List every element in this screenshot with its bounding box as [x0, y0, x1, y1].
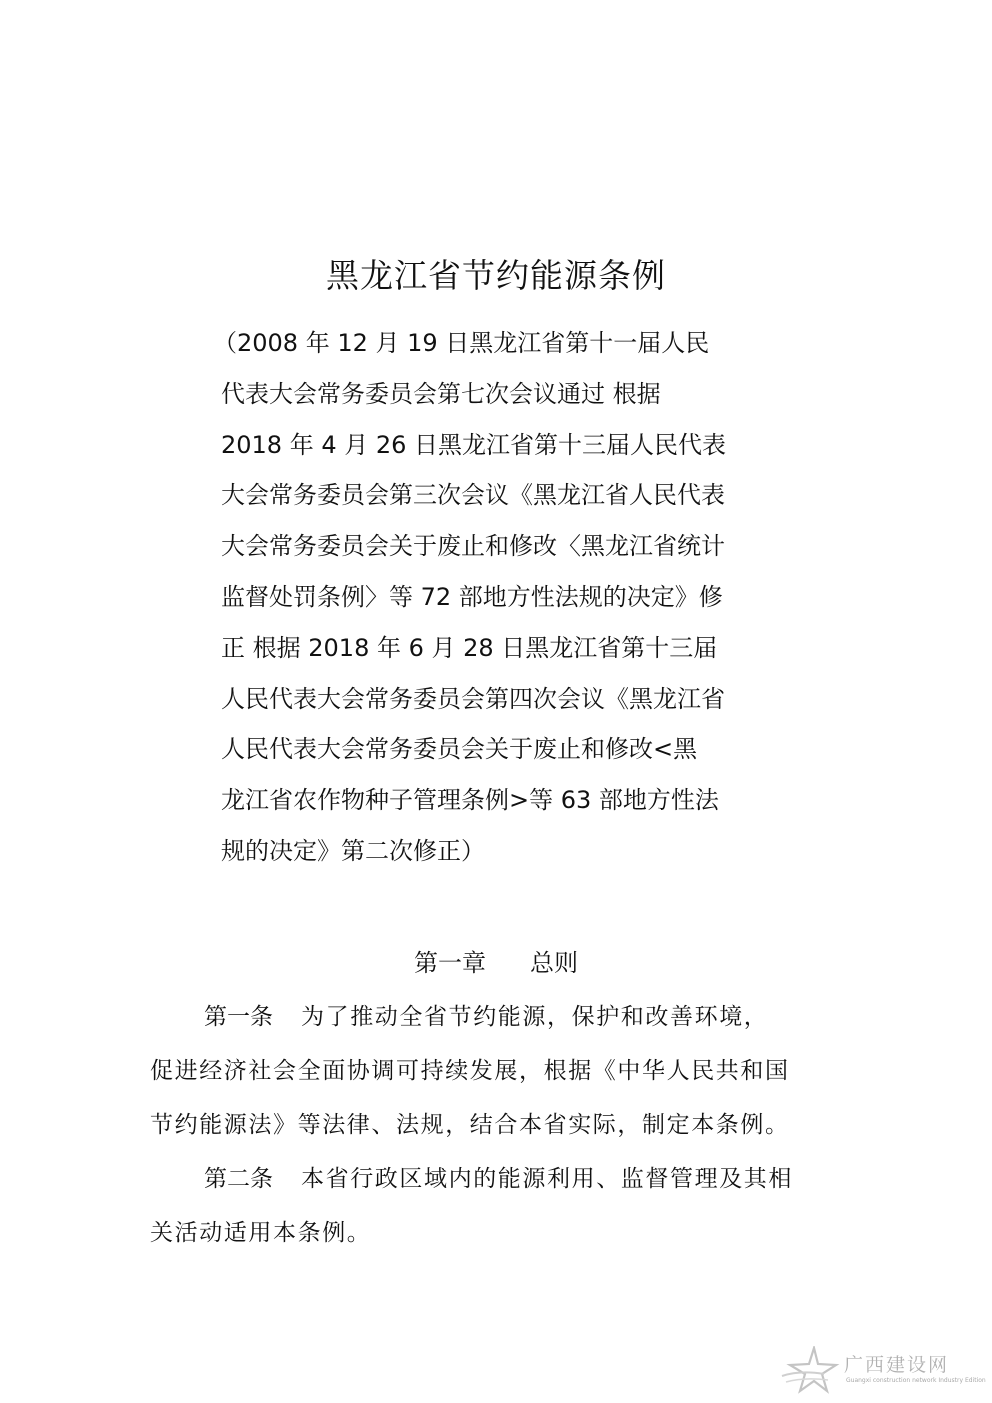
- adoption-history: [213, 318, 791, 877]
- preamble-line: （2008 年 12 月 19 日黑龙江省第十一届人民: [213, 329, 710, 357]
- article-2: [150, 1152, 850, 1206]
- preamble-line: 2018 年 4 月 26 日黑龙江省第十三届人民代表: [221, 430, 727, 459]
- preamble-line: 代表大会常务委员会第七次会议通过 根据: [221, 379, 661, 408]
- articles: [150, 990, 850, 1260]
- preamble-line: 规的决定》第二次修正）: [221, 836, 485, 865]
- chapter-heading: [0, 943, 992, 978]
- chapter-number: 第一章: [414, 949, 486, 977]
- preamble-line: 大会常务委员会第三次会议《黑龙江省人民代表: [221, 481, 725, 510]
- article-label: 第一条: [204, 1004, 273, 1030]
- preamble-line: 大会常务委员会关于废止和修改〈黑龙江省统计: [221, 532, 725, 561]
- preamble-line: 人民代表大会常务委员会关于废止和修改<黑: [221, 735, 698, 764]
- preamble-line: 龙江省农作物种子管理条例>等 63 部地方性法: [221, 786, 719, 815]
- article-text-line: 节约能源法》等法律、法规，结合本省实际，制定本条例。: [150, 1112, 790, 1138]
- watermark-subtitle: Guangxi construction network Industry Edition: [846, 1377, 986, 1384]
- article-label: 第二条: [204, 1166, 273, 1192]
- watermark-title: 广西建设网: [844, 1354, 950, 1376]
- watermark: [780, 1346, 986, 1396]
- preamble-line: 监督处罚条例〉等 72 部地方性法规的决定》修: [221, 582, 723, 611]
- article-text-line: 关活动适用本条例。: [150, 1220, 372, 1246]
- article-text: 为了推动全省节约能源，保护和改善环境，: [301, 1004, 769, 1030]
- document-title: 黑龙江省节约能源条例: [326, 256, 666, 295]
- article-1: [150, 990, 850, 1044]
- star-logo-icon: [780, 1346, 840, 1394]
- article-text-line: 促进经济社会全面协调可持续发展，根据《中华人民共和国: [150, 1058, 790, 1084]
- article-text: 本省行政区域内的能源利用、监督管理及其相: [301, 1166, 793, 1192]
- chapter-name: 总则: [530, 949, 578, 977]
- preamble-line: 人民代表大会常务委员会第四次会议《黑龙江省: [221, 684, 725, 713]
- preamble-line: 正 根据 2018 年 6 月 28 日黑龙江省第十三届: [221, 633, 718, 662]
